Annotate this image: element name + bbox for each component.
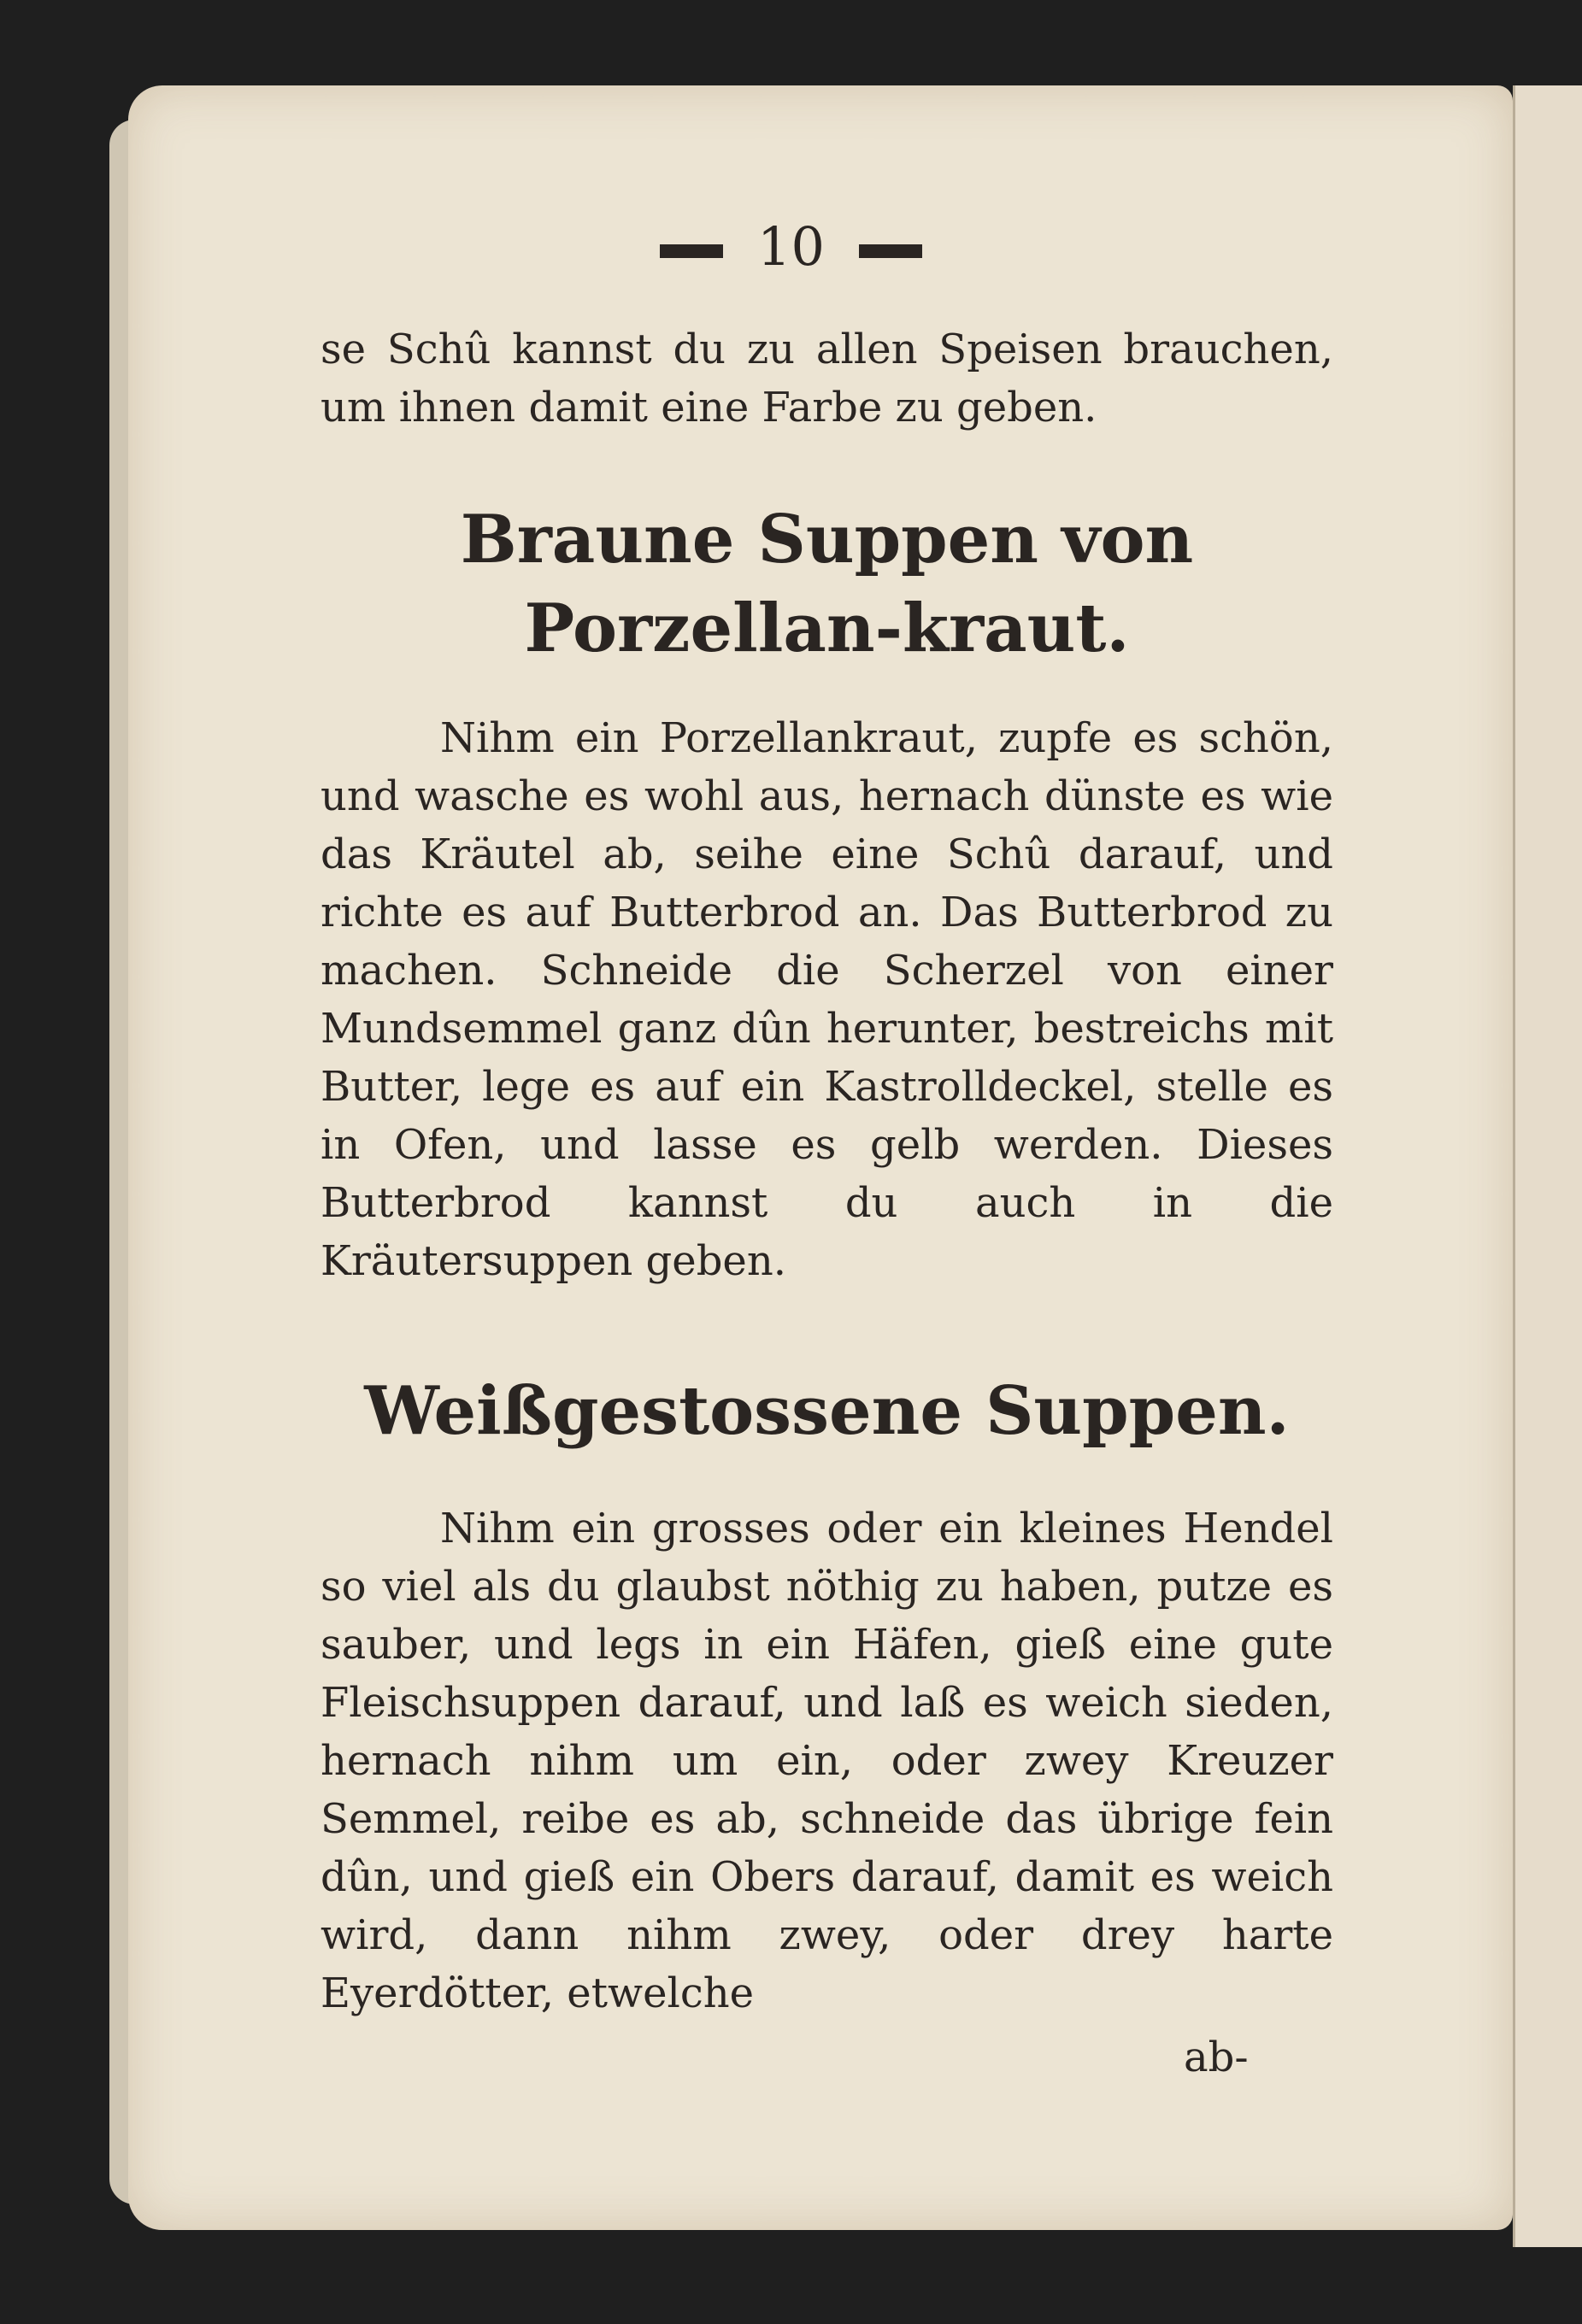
- section-1-text: [321, 709, 1333, 1290]
- section-2-text: [321, 1499, 1333, 2022]
- page-header: [0, 215, 1582, 278]
- next-page-edge: [1513, 85, 1582, 2247]
- continuation-paragraph: se Schû kannst du zu allen Speisen brauchen, um ihnen damit eine Farbe zu geben.: [321, 326, 1333, 431]
- header-ornament-right: [859, 244, 922, 258]
- continuation-text: [321, 320, 1333, 437]
- catchword: ab-: [1184, 2034, 1249, 2081]
- header-ornament-left: [660, 244, 723, 258]
- page-number: 10: [757, 215, 825, 278]
- section-1-paragraph: Nihm ein Porzellankraut, zupfe es schön, und wasche es wohl aus, hernach dünste es wie das Kräutel ab, seihe eine Schû darauf, und richte es auf Butterbrod an. Das Butterbrod zu machen. Schneide die Scherzel von einer Mundsemmel ganz dûn herunter, bestreichs mit Butter, lege es auf ein Kastrolldeckel, stelle es in Ofen, und lasse es gelb werden. Dieses Butterbrod kannst du auch in die Kräutersuppen geben.: [321, 714, 1333, 1285]
- section-2-paragraph: Nihm ein grosses oder ein kleines Hendel so viel als du glaubst nöthig zu haben, putze es sauber, und legs in ein Häfen, gieß eine gute Fleischsuppen darauf, und laß es weich sieden, hernach nihm um ein, oder zwey Kreuzer Semmel, reibe es ab, schneide das übrige fein dûn, und gieß ein Obers darauf, damit es weich wird, dann nihm zwey, oder drey harte Eyerdötter, etwelche: [321, 1505, 1333, 2017]
- section-2-title: Weißgestossene Suppen.: [364, 1372, 1290, 1450]
- section-1-title: Braune Suppen von Porzellan-kraut.: [460, 501, 1194, 667]
